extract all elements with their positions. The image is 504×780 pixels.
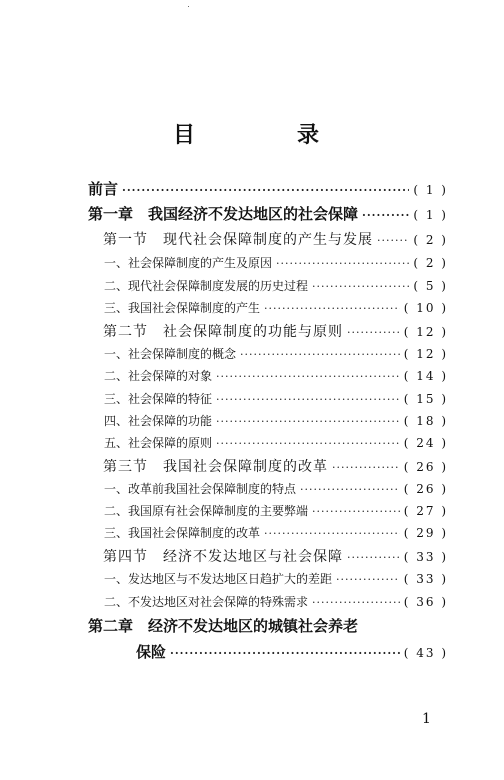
toc-entry-page: ( 24 ) bbox=[403, 436, 448, 450]
toc-entry-section-1[interactable] bbox=[103, 229, 448, 249]
leader-dots bbox=[276, 257, 409, 270]
scan-speck bbox=[188, 6, 189, 7]
toc-entry-page: ( 5 ) bbox=[413, 279, 448, 293]
leader-dots bbox=[312, 505, 400, 518]
toc-entry-item[interactable] bbox=[104, 502, 448, 519]
toc-entry-item[interactable] bbox=[104, 277, 448, 294]
toc-entry-section-2[interactable] bbox=[103, 321, 448, 341]
toc-entry-page: ( 1 ) bbox=[413, 183, 448, 197]
toc-entry-item[interactable] bbox=[104, 345, 448, 362]
toc-entry-item[interactable] bbox=[104, 434, 448, 451]
leader-dots bbox=[300, 483, 400, 496]
toc-entry-item[interactable] bbox=[104, 299, 448, 316]
toc-entry-page: ( 27 ) bbox=[403, 504, 448, 518]
toc-entry-preface[interactable] bbox=[88, 178, 448, 199]
toc-entry-page: ( 12 ) bbox=[403, 347, 448, 361]
page-title: 目 录 bbox=[172, 122, 359, 148]
toc-entry-item[interactable] bbox=[104, 480, 448, 497]
toc-entry-label: 一、改革前我国社会保障制度的特点 bbox=[104, 482, 297, 496]
toc-entry-page: ( 12 ) bbox=[403, 325, 448, 339]
toc-entry-label: 第一章 我国经济不发达地区的社会保障 bbox=[88, 205, 359, 223]
toc-entry-page: ( 18 ) bbox=[403, 414, 448, 428]
leader-dots bbox=[312, 596, 400, 609]
toc-entry-label: 一、社会保障制度的产生及原因 bbox=[104, 256, 273, 270]
toc-entry-label: 三、我国社会保障制度的改革 bbox=[104, 526, 261, 540]
toc-entry-item[interactable] bbox=[104, 412, 448, 429]
toc-entry-page: ( 33 ) bbox=[403, 572, 448, 586]
leader-dots bbox=[216, 415, 400, 428]
toc-entry-page: ( 15 ) bbox=[403, 392, 448, 406]
toc-entry-label: 一、社会保障制度的概念 bbox=[104, 347, 237, 361]
leader-dots bbox=[336, 573, 400, 586]
toc-entry-chapter-2[interactable] bbox=[88, 615, 358, 636]
leader-dots bbox=[347, 326, 400, 339]
leader-dots bbox=[122, 184, 409, 197]
toc-entry-chapter-2-cont[interactable] bbox=[136, 641, 448, 662]
leader-dots bbox=[216, 393, 400, 406]
leader-dots bbox=[264, 527, 400, 540]
toc-entry-page: ( 14 ) bbox=[403, 369, 448, 383]
toc-entry-page: ( 36 ) bbox=[403, 595, 448, 609]
toc-entry-page: ( 10 ) bbox=[403, 301, 448, 315]
toc-entry-page: ( 26 ) bbox=[403, 460, 448, 474]
toc-entry-item[interactable] bbox=[104, 524, 448, 541]
toc-entry-label: 二、现代社会保障制度发展的历史过程 bbox=[104, 279, 309, 293]
toc-entry-label: 二、不发达地区对社会保障的特殊需求 bbox=[104, 595, 309, 609]
leader-dots bbox=[240, 348, 400, 361]
toc-entry-item[interactable] bbox=[104, 390, 448, 407]
leader-dots bbox=[216, 370, 400, 383]
leader-dots bbox=[362, 209, 409, 222]
toc-entry-label: 二、我国原有社会保障制度的主要弊端 bbox=[104, 504, 309, 518]
toc-entry-label: 第三节 我国社会保障制度的改革 bbox=[103, 459, 328, 475]
toc-entry-page: ( 43 ) bbox=[403, 646, 448, 660]
toc-entry-page: ( 2 ) bbox=[413, 233, 448, 247]
toc-entry-label: 三、社会保障的特征 bbox=[104, 392, 213, 406]
toc-entry-label: 三、我国社会保障制度的产生 bbox=[104, 301, 261, 315]
toc-entry-label: 保险 bbox=[136, 643, 167, 661]
toc-entry-section-3[interactable] bbox=[103, 456, 448, 476]
leader-dots bbox=[170, 647, 400, 660]
toc-entry-page: ( 26 ) bbox=[403, 482, 448, 496]
toc-entry-label: 前言 bbox=[88, 180, 119, 198]
toc-entry-label: 二、社会保障的对象 bbox=[104, 369, 213, 383]
leader-dots bbox=[312, 280, 409, 293]
toc-entry-label: 第二章 经济不发达地区的城镇社会养老 bbox=[88, 617, 359, 635]
toc-entry-label: 一、发达地区与不发达地区日趋扩大的差距 bbox=[104, 572, 333, 586]
toc-entry-item[interactable] bbox=[104, 593, 448, 610]
page-number: 1 bbox=[422, 711, 431, 727]
toc-entry-label: 第二节 社会保障制度的功能与原则 bbox=[103, 324, 343, 340]
toc-entry-label: 五、社会保障的原则 bbox=[104, 436, 213, 450]
leader-dots bbox=[264, 302, 400, 315]
toc-entry-section-4[interactable] bbox=[103, 546, 448, 566]
leader-dots bbox=[377, 234, 409, 247]
toc-entry-label: 第四节 经济不发达地区与社会保障 bbox=[103, 549, 343, 565]
leader-dots bbox=[216, 437, 400, 450]
toc-entry-page: ( 29 ) bbox=[403, 526, 448, 540]
leader-dots bbox=[347, 551, 400, 564]
toc-entry-label: 四、社会保障的功能 bbox=[104, 414, 213, 428]
leader-dots bbox=[332, 461, 400, 474]
toc-entry-page: ( 2 ) bbox=[413, 256, 448, 270]
toc-entry-page: ( 1 ) bbox=[413, 208, 448, 222]
toc-entry-item[interactable] bbox=[104, 570, 448, 587]
toc-entry-item[interactable] bbox=[104, 254, 448, 271]
toc-entry-page: ( 33 ) bbox=[403, 550, 448, 564]
toc-entry-chapter-1[interactable] bbox=[88, 203, 448, 224]
toc-entry-label: 第一节 现代社会保障制度的产生与发展 bbox=[103, 232, 373, 248]
toc-entry-item[interactable] bbox=[104, 367, 448, 384]
